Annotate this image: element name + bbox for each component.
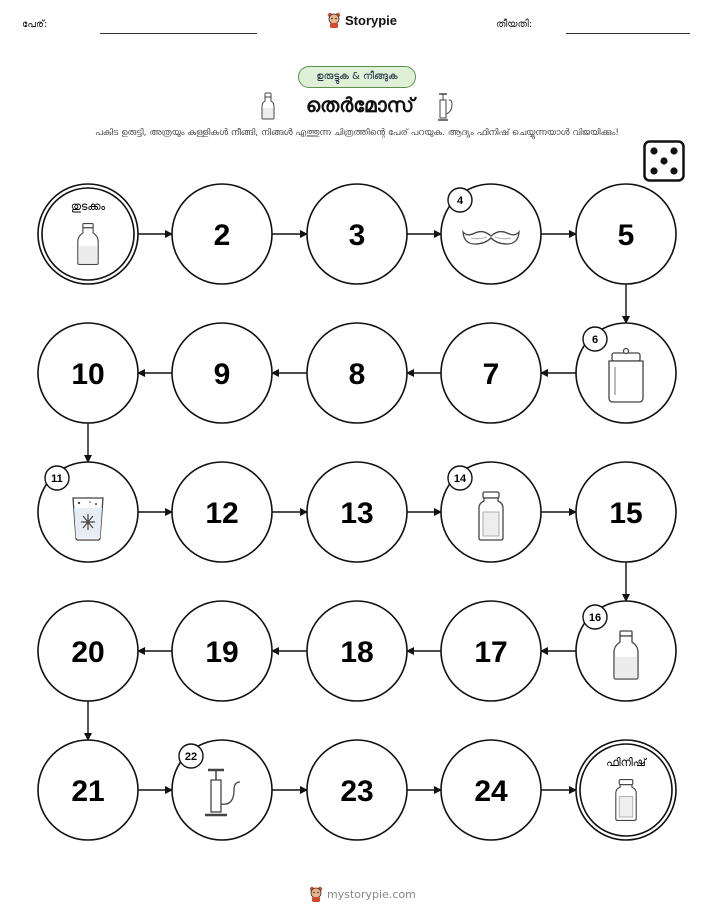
board-space-3[interactable] bbox=[307, 184, 407, 284]
space-number: 10 bbox=[71, 358, 105, 391]
board-space-14[interactable] bbox=[441, 462, 541, 562]
board-space-24[interactable] bbox=[441, 740, 541, 840]
space-number: 8 bbox=[348, 358, 366, 391]
board-space-19[interactable] bbox=[172, 601, 272, 701]
board-space-18[interactable] bbox=[307, 601, 407, 701]
board-space-12[interactable] bbox=[172, 462, 272, 562]
space-number: 24 bbox=[474, 775, 508, 808]
space-number: 5 bbox=[617, 219, 635, 252]
space-number: 2 bbox=[213, 219, 231, 252]
game-type-badge: ഉരുട്ടുക & നീങ്ങുക bbox=[298, 66, 416, 88]
space-number: 20 bbox=[71, 636, 105, 669]
start-label: തുടക്കം bbox=[70, 200, 106, 213]
ice-water-glass-icon bbox=[73, 498, 103, 540]
space-number: 15 bbox=[609, 497, 643, 530]
board-space-9[interactable] bbox=[172, 323, 272, 423]
bear-mascot-icon bbox=[309, 886, 323, 902]
space-number: 7 bbox=[482, 358, 500, 391]
board-space-20[interactable] bbox=[38, 601, 138, 701]
space-number: 6 bbox=[591, 334, 599, 346]
board-space-11[interactable] bbox=[38, 462, 138, 562]
start-space[interactable] bbox=[38, 184, 138, 284]
page-title: തെർമോസ് bbox=[305, 93, 415, 117]
board-space-21[interactable] bbox=[38, 740, 138, 840]
space-number: 4 bbox=[456, 195, 464, 207]
board-space-6[interactable] bbox=[576, 323, 676, 423]
space-number: 11 bbox=[51, 473, 63, 485]
space-number: 17 bbox=[474, 636, 508, 669]
space-number: 3 bbox=[348, 219, 366, 252]
finish-label: ഫിനിഷ് bbox=[606, 756, 646, 769]
space-number: 16 bbox=[588, 612, 602, 624]
board-space-8[interactable] bbox=[307, 323, 407, 423]
space-number: 13 bbox=[340, 497, 374, 530]
board-space-2[interactable] bbox=[172, 184, 272, 284]
space-number: 22 bbox=[184, 751, 198, 763]
space-number: 21 bbox=[71, 775, 105, 808]
name-label: പേര്: bbox=[22, 19, 48, 30]
board-space-10[interactable] bbox=[38, 323, 138, 423]
space-number: 14 bbox=[453, 473, 467, 485]
space-number: 12 bbox=[205, 497, 239, 530]
space-number: 23 bbox=[340, 775, 374, 808]
space-number: 19 bbox=[205, 636, 239, 669]
space-number: 18 bbox=[340, 636, 374, 669]
instructions-text: പകിട ഉരുട്ടി, അത്രയും കള്ളികൾ നീങ്ങി, നിങ്ങൾ എത്തുന്ന ചിത്രത്തിന്റെ പേര് പറയുക. ആദ്യം ഫിനിഷ് ചെയ്യുന്നയാൾ വിജയിക്കും! bbox=[95, 128, 619, 138]
footer-url[interactable]: mystorypie.com bbox=[327, 887, 416, 901]
date-label: തീയതി: bbox=[496, 19, 533, 30]
board-space-22[interactable] bbox=[172, 740, 272, 840]
jar-icon bbox=[609, 349, 643, 403]
finish-space[interactable] bbox=[576, 740, 676, 840]
board-space-15[interactable] bbox=[576, 462, 676, 562]
board-space-16[interactable] bbox=[576, 601, 676, 701]
board-space-4[interactable] bbox=[441, 184, 541, 284]
footer bbox=[309, 886, 416, 902]
board-space-17[interactable] bbox=[441, 601, 541, 701]
space-number: 9 bbox=[213, 358, 231, 391]
board-space-7[interactable] bbox=[441, 323, 541, 423]
board-space-5[interactable] bbox=[576, 184, 676, 284]
brand-name: Storypie bbox=[345, 12, 398, 28]
board-space-13[interactable] bbox=[307, 462, 407, 562]
board-space-23[interactable] bbox=[307, 740, 407, 840]
